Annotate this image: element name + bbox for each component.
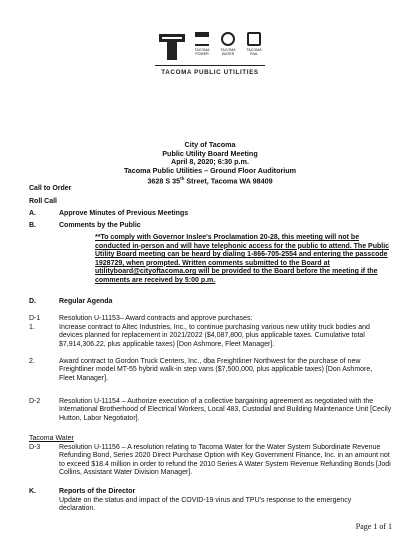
- item-a-text: Approve Minutes of Previous Meetings: [59, 210, 189, 217]
- meeting-name: Public Utility Board Meeting: [162, 148, 258, 158]
- water-icon: [221, 32, 235, 46]
- tacoma-public-utilities-logo: [153, 28, 267, 88]
- meeting-location: Tacoma Public Utilities – Ground Floor Auditorium: [123, 165, 297, 175]
- d1-item-2-text: Award contract to Gordon Truck Centers, Inc., dba Freightliner Northwest for the purchase of new Freightliner model MT-55 hybrid walk-in step vans ($7,500,000, plus applicable taxes) [Don Ashmore, Fleet Manager].: [59, 358, 373, 382]
- logo-division-rail-label: TACOMA RAIL: [246, 48, 262, 56]
- power-icon: [195, 32, 209, 46]
- public-comment-notice: **To comply with Governor Inslee's Proclamation 20-28, this meeting will not be conducted in-person and will have telephonic access for the public to attend. The Public Utility Board meeting can be heard by dialing 1-866-705-2554 and entering the passcode 1928729, when prompted. Written comments submitted to the Board at utilityboard@cityoftacoma.org will be provided to the Board before the meeting if the comments are received by 5:00 p.m.: [95, 234, 390, 284]
- item-k-letter: K.: [29, 488, 36, 495]
- logo-division-water: [217, 32, 239, 62]
- d3-text: Resolution U-11156 – A resolution relating to Tacoma Water for the Water System Subordinate Revenue Refunding Bond, Series 2020 Direct Purchase Option with Key Government Finance, Inc. in an amount not to exceed $18.4 million in order to refund the 2010 Series A Water System Revenue Refunding Bonds [Jodi Collins, Assistant Water Division Manager].: [59, 444, 391, 477]
- d1-item-2-num: 2.: [29, 358, 35, 365]
- call-to-order: Call to Order: [29, 185, 72, 192]
- logo-divider: [155, 65, 265, 66]
- logo-division-rail: [243, 32, 265, 62]
- item-k-title: Reports of the Director: [59, 488, 136, 495]
- tacoma-water-heading: Tacoma Water: [29, 435, 74, 442]
- tpu-t-emblem-icon: [159, 34, 185, 60]
- roll-call: Roll Call: [29, 198, 58, 205]
- item-k-text: Update on the status and impact of the COVID-19 virus and TPU's response to the emergency declaration.: [59, 497, 352, 513]
- meeting-datetime: April 8, 2020; 6:30 p.m.: [171, 157, 249, 167]
- item-d-letter: D.: [29, 298, 36, 305]
- meeting-title-block: [60, 141, 360, 186]
- meeting-address: 3628 S 35th Street, Tacoma WA 98409: [147, 176, 273, 186]
- rail-icon: [247, 32, 261, 46]
- d1-label: D-1: [29, 315, 41, 322]
- d2-label: D-2: [29, 398, 41, 405]
- item-b-letter: B.: [29, 222, 36, 229]
- item-d-text: Regular Agenda: [59, 298, 113, 305]
- item-b-text: Comments by the Public: [59, 222, 141, 229]
- logo-name: TACOMA PUBLIC UTILITIES: [161, 69, 259, 76]
- d3-label: D-3: [29, 444, 41, 451]
- d1-item-1-num: 1.: [29, 324, 35, 331]
- d2-text: Resolution U-11154 – Authorize execution of a collective bargaining agreement as negotiated with the International Brotherhood of Electrical Workers, Local 483, Custodial and Building Maintenance Unit [Cecily Hutton, Labor Negotiator].: [59, 398, 392, 422]
- d1-item-1-text: Increase contract to Altec Industries, Inc., to continue purchasing various new utility truck bodies and devices planned for replacement in 2021/2022 ($4,087,800, plus applicable taxes. Cumulative total $7,914,306.22, plus applicable taxes) [Don Ashmore, Fleet Manager].: [59, 324, 370, 348]
- page-number: Page 1 of 1: [355, 522, 392, 531]
- d1-text: Resolution U-11153– Award contracts and approve purchases:: [59, 315, 253, 322]
- logo-division-water-label: TACOMA WATER: [220, 48, 236, 56]
- city-name: City of Tacoma: [184, 140, 236, 149]
- logo-division-power-label: TACOMA POWER: [194, 48, 210, 56]
- logo-divisions: [191, 32, 265, 62]
- item-a-letter: A.: [29, 210, 36, 217]
- logo-division-power: [191, 32, 213, 62]
